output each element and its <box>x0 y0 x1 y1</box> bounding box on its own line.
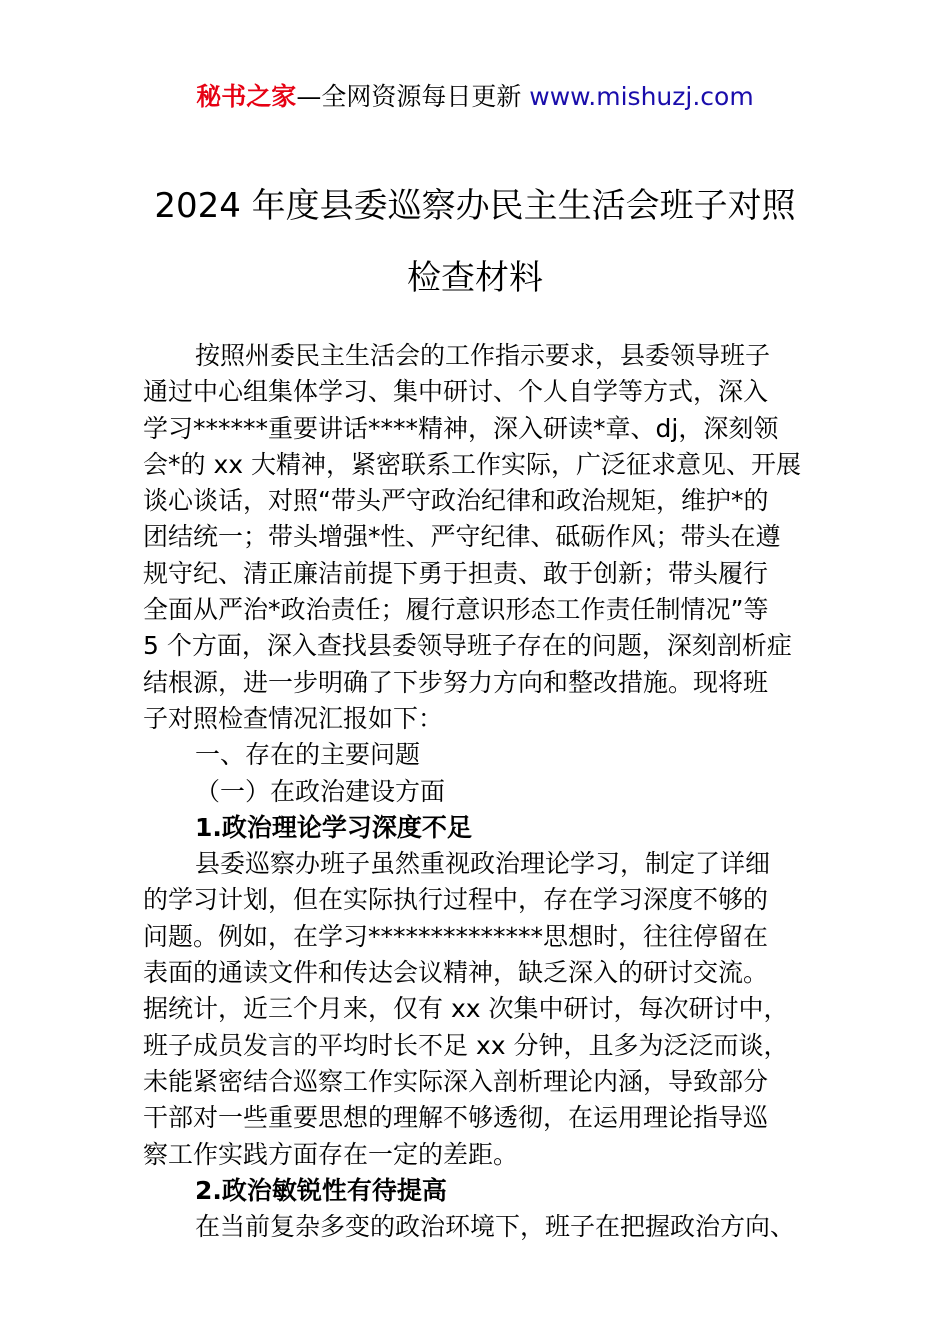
paragraph-line: 未能紧密结合巡察工作实际深入剖析理论内涵，导致部分 <box>143 1066 769 1096</box>
paragraph-line: 据统计，近三个月来，仅有 xx 次集中研讨，每次研讨中， <box>143 994 789 1024</box>
document-body <box>143 338 813 1245</box>
brand-name: 秘书之家 <box>196 82 297 111</box>
paragraph-line: 团结统一；带头增强*性、严守纪律、砥砺作风；带头在遵 <box>143 522 781 552</box>
paragraph-line: 子对照检查情况汇报如下： <box>143 703 444 733</box>
site-header <box>0 80 950 114</box>
subsection-heading: （一）在政治建设方面 <box>195 776 446 806</box>
title-line-1: 2024 年度县委巡察办民主生活会班子对照 <box>154 186 796 226</box>
paragraph-line: 规守纪、清正廉洁前提下勇于担责、敢于创新；带头履行 <box>143 558 769 588</box>
paragraph-line: 通过中心组集体学习、集中研讨、个人自学等方式，深入 <box>143 377 769 407</box>
site-url[interactable]: www.mishuzj.com <box>529 82 754 111</box>
paragraph-line: 会*的 xx 大精神，紧密联系工作实际，广泛征求意见、开展 <box>143 449 801 479</box>
section-heading: 一、存在的主要问题 <box>195 740 421 770</box>
paragraph-line: 班子成员发言的平均时长不足 xx 分钟，且多为泛泛而谈， <box>143 1030 789 1060</box>
item-heading: 2.政治敏锐性有待提高 <box>195 1175 447 1205</box>
header-tagline: —全网资源每日更新 <box>296 82 530 111</box>
paragraph-line: 结根源，进一步明确了下步努力方向和整改措施。现将班 <box>143 667 769 697</box>
paragraph-line: 学习******重要讲话****精神，深入研读*章、dj，深刻领 <box>143 413 779 443</box>
paragraph-line: 在当前复杂多变的政治环境下，班子在把握政治方向、 <box>195 1212 796 1242</box>
paragraph-line: 谈心谈话，对照“带头严守政治纪律和政治规矩，维护*的 <box>143 486 769 516</box>
paragraph-line: 5 个方面，深入查找县委领导班子存在的问题，深刻剖析症 <box>143 631 792 661</box>
title-line-2: 检查材料 <box>407 258 543 298</box>
document-title <box>130 170 820 314</box>
paragraph-line: 按照州委民主生活会的工作指示要求，县委领导班子 <box>195 341 771 370</box>
paragraph-line: 的学习计划，但在实际执行过程中，存在学习深度不够的 <box>143 885 769 915</box>
paragraph-line: 察工作实践方面存在一定的差距。 <box>143 1139 519 1169</box>
paragraph-line: 问题。例如，在学习**************思想时，往往停留在 <box>143 921 769 951</box>
paragraph-line: 全面从严治*政治责任；履行意识形态工作责任制情况”等 <box>143 595 769 625</box>
paragraph-line: 表面的通读文件和传达会议精神，缺乏深入的研讨交流。 <box>143 958 769 988</box>
paragraph-line: 干部对一些重要思想的理解不够透彻，在运用理论指导巡 <box>143 1103 769 1133</box>
item-heading: 1.政治理论学习深度不足 <box>195 812 472 842</box>
paragraph-line: 县委巡察办班子虽然重视政治理论学习，制定了详细 <box>195 849 771 879</box>
